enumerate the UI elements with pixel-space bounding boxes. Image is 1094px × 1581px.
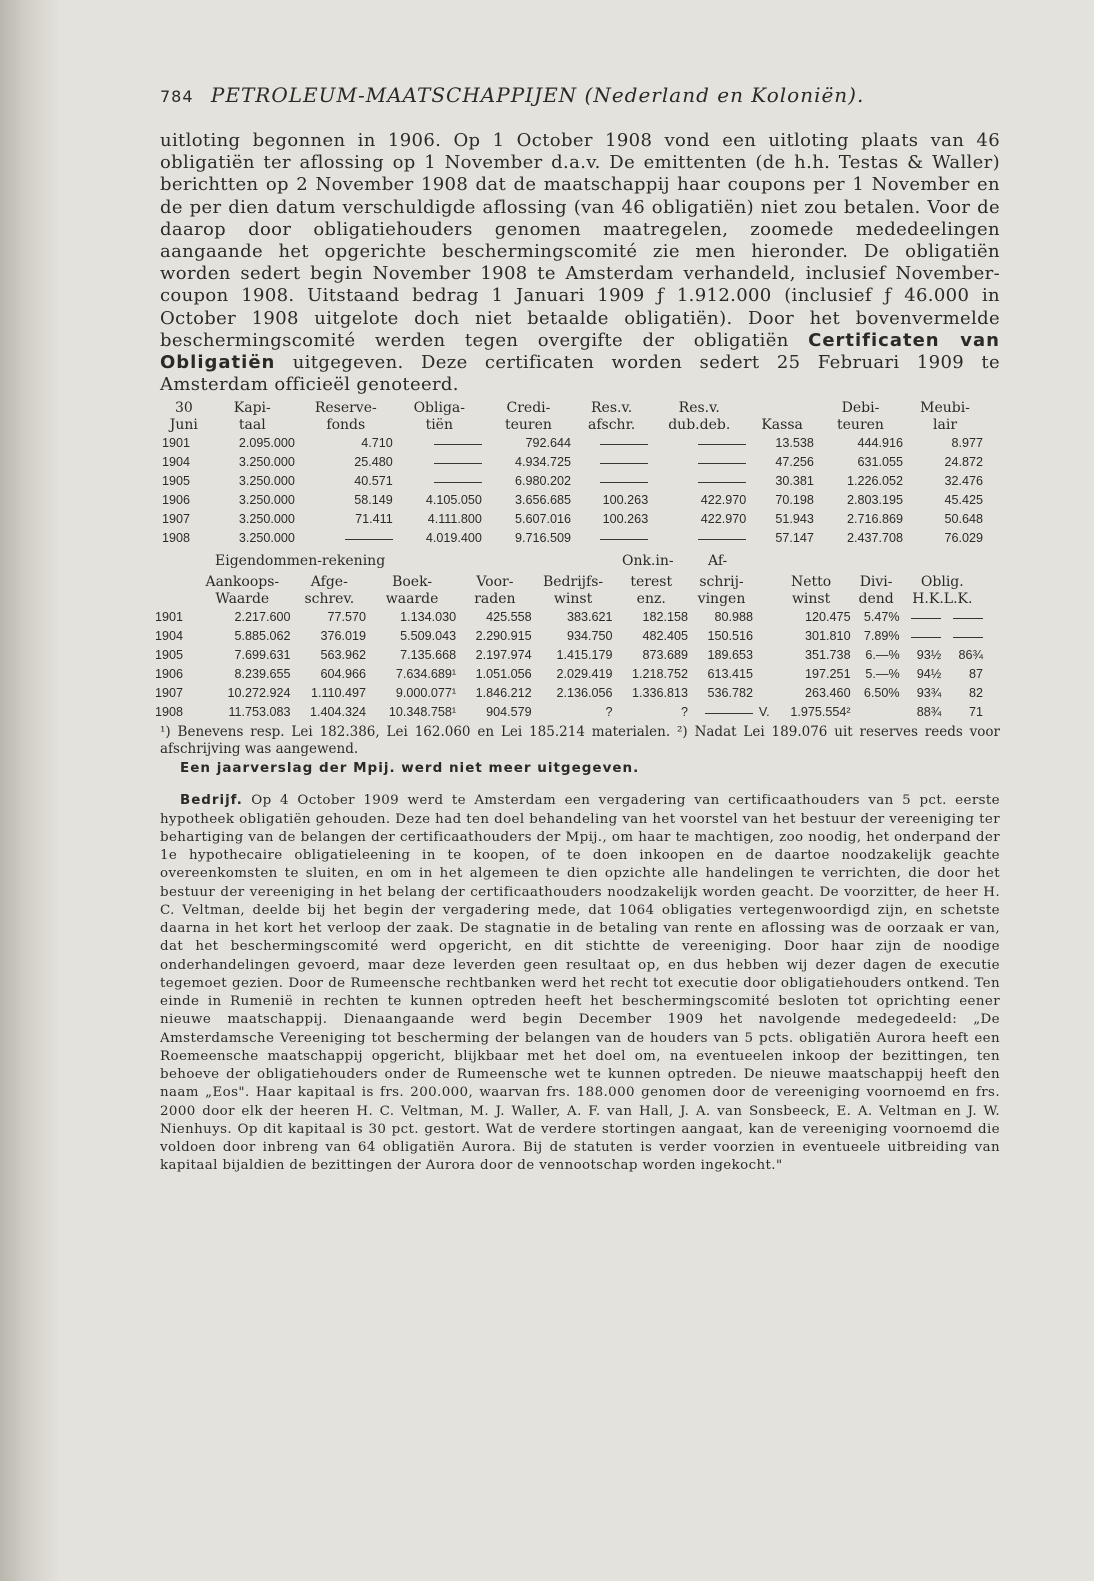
table-cell [754,627,771,646]
dash-mark [953,618,983,619]
table-row [160,510,985,529]
intro-text-b: uitgegeven. Deze certificaten worden sedert 25 Februari 1909 te Amsterdam officieël genoteerd. [160,352,1000,396]
row-year: 1906 [155,667,184,682]
table-cell: 631.055 [857,455,904,470]
column-header: Kapi- [233,400,271,417]
table-cell [901,608,943,627]
table-cell: 1.415.179 [556,648,613,663]
table-cell: 8.977 [951,436,983,451]
table-cell: 6.50% [863,686,900,701]
dash-mark [600,463,648,464]
column-header: lair [933,417,958,434]
table-cell: 904.579 [486,705,532,720]
table-cell: 2.716.869 [847,512,904,527]
table-cell: 6.—% [865,648,900,663]
table-cell: 2.136.056 [556,686,613,701]
body-lead: Bedrijf. [180,793,243,809]
table-cell [942,608,984,627]
table-row [160,434,985,453]
table-cell [754,684,771,703]
table-row [154,684,984,703]
table-cell: 93¾ [916,686,942,701]
table-cell: 87 [968,667,983,682]
dash-mark [698,539,746,540]
table-cell: ? [605,705,613,720]
table-cell: 76.029 [944,531,983,546]
table-cell: 8.239.655 [234,667,291,682]
table-cell: 93½ [916,648,942,663]
table-cell [754,608,771,627]
table-cell: 86¾ [958,648,983,663]
balance-table [160,400,985,548]
table-cell: 3.250.000 [238,531,295,546]
column-header: enz. [636,591,666,608]
column-header: Waarde [215,591,270,608]
table-cell: 1.404.324 [310,705,367,720]
table-cell: 613.415 [707,667,754,682]
table-cell: 51.943 [775,512,814,527]
column-header: winst [553,591,593,608]
table-row [154,703,984,722]
table-cell [754,646,771,665]
table-cell [650,453,748,472]
footnote: ¹) Benevens resp. Lei 182.386, Lei 162.060 en Lei 185.214 materialen. ²) Nadat Lei 189.076 uit reserves reeds voor afschrijving was aangewend. [160,724,1000,758]
table-cell: ? [680,705,688,720]
table-cell: 873.689 [642,648,688,663]
row-year: 1908 [162,531,191,546]
column-header: Debi- [841,400,880,417]
page-number: 784 [160,87,194,106]
column-header: Afge- [310,574,348,591]
table-cell [573,472,650,491]
dash-mark [434,444,482,445]
table-cell: 7.89% [863,629,900,644]
table-cell: 383.621 [566,610,613,625]
table-cell: 82 [968,686,983,701]
page-header [160,80,1000,110]
table-cell: V. [758,705,770,720]
table-cell [573,453,650,472]
table-row [154,646,984,665]
table-cell: 351.738 [805,648,851,663]
column-header: tiën [425,417,453,434]
table-cell: 4.934.725 [514,455,571,470]
table-row [154,608,984,627]
column-header: dend [858,591,894,608]
table-cell: 32.476 [944,474,983,489]
table-cell: 1.218.752 [631,667,688,682]
table-cell: 934.750 [566,629,613,644]
table-cell: 120.475 [805,610,851,625]
table-row [154,665,984,684]
table-cell: 9.000.077¹ [395,686,457,701]
table-cell: 4.111.800 [427,512,482,527]
table-cell: 3.250.000 [238,512,295,527]
column-header: raden [474,591,516,608]
dash-mark [434,482,482,483]
table-cell: 422.970 [700,512,747,527]
table-cell: 11.753.083 [228,705,291,720]
table-cell: 58.149 [354,493,393,508]
table-cell: 1.846.212 [475,686,532,701]
table-cell: 563.962 [320,648,367,663]
table-cell: 1.134.030 [400,610,457,625]
group-onk-in: Onk.in- [622,553,674,570]
table-cell: 263.460 [805,686,851,701]
column-header: Oblig. [920,574,964,591]
table-cell [942,627,984,646]
table-cell: 57.147 [775,531,814,546]
table-cell: 50.648 [944,512,983,527]
table-cell: 45.425 [944,493,983,508]
table-row [160,529,985,548]
table-cell: 189.653 [707,648,754,663]
column-header: H.K.L.K. [912,591,973,608]
column-header: winst [791,591,831,608]
column-header: Divi- [859,574,893,591]
dash-mark [600,444,648,445]
table-cell [395,453,484,472]
table-cell: 25.480 [354,455,393,470]
table-cell: 425.558 [486,610,532,625]
table-cell: 1.975.554² [790,705,851,720]
table-cell [573,434,650,453]
body-text: Op 4 October 1909 werd te Amsterdam een vergadering van certificaathouders van 5 pct. eerste hypotheek obligatiën gehouden. Deze had ten doel behandeling van het voorstel van het bestuur der vereeniging ter behartiging van de belangen der certificaathouders der Mpij., om haar te machtigen, zoo noodig, het onderpand der 1e hypothecaire obligatieleening in te koopen, of te doen inkoopen en de daartoe noodzakelijk geachte overeenkomsten te sluiten, en om in het algemeen te dien opzichte alle handelingen te verrichten, die door het bestuur der vereeniging in het belang der certificaathouders noodzakelijk worden geacht. De voorzitter, de heer H. C. Veltman, deelde bij het begin der vergadering mede, dat 1064 obligaties vertegenwoordigd zijn, en schetste daarna in het kort het verloop der zaak. De stagnatie in de betaling van rente en aflossing was de oorzaak er van, dat het beschermingscomité werd opgericht, en dit stichtte de vereeniging. Door haar zijn de noodige onderhandelingen gevoerd, maar deze leverden geen resultaat op, en dus hebben wij dezer dagen de executie tegemoet gezien. Door de Rumeensche rechtbanken werd het recht tot executie door obligatiehouders ontkend. Ten einde in Rumenië in rechten te kunnen optreden heeft het beschermingscomité besloten tot oprichting eener nieuwe maatschappij. Dienaangaande werd begin December 1909 het navolgende medegedeeld: „De Amsterdamsche Vereeniging tot bescherming der belangen van de houders van 5 pcts. obligatiën Aurora heeft een Roemeensche maatschappij opgericht, blijkbaar met het doel om, na eventueelen inkoop der bezittingen, ten behoeve der obligatiehouders onder de Rumeensche wet te kunnen optreden. De nieuwe maatschappij heeft den naam „Eos". Haar kapitaal is frs. 200.000, waarvan frs. 188.000 genomen door de vereeniging voornoemd en frs. 2000 door elk der heeren H. C. Veltman, M. J. Waller, A. F. van Hall, J. A. van Sonsbeeck, E. A. Veltman en J. W. Nienhuys. Op dit kapitaal is 30 pct. gestort. Wat de verdere stortingen aangaat, kan de vereeniging voornoemd die voldoen door inbreng van 64 obligatiën Aurora. Bij de statuten is verder voorzien in eventueele uitbreiding van kapitaal bijaldien de bezittingen der Aurora door de vennootschap worden ingekocht." [160,793,1000,1174]
table-cell: 10.272.924 [227,686,291,701]
column-header: Obliga- [413,400,465,417]
column-header: Aankoops- [205,574,280,591]
dash-mark [953,637,983,638]
table-cell: 182.158 [642,610,688,625]
column-header: Res.v. [591,400,633,417]
table-cell: 13.538 [775,436,814,451]
profit-table-group-header [160,552,1000,570]
annual-report-notice: Een jaarverslag der Mpij. werd niet meer uitgegeven. [180,760,640,777]
table-cell: 4.710 [361,436,393,451]
table-cell: 2.095.000 [238,436,295,451]
column-header: taal [238,417,266,434]
table-row [160,472,985,491]
column-header: Meubi- [920,400,970,417]
dash-mark [600,482,648,483]
table-cell: 301.810 [805,629,851,644]
table-cell: 7.699.631 [234,648,291,663]
column-header: schrev. [304,591,355,608]
column-header [154,591,193,608]
column-header: fonds [326,417,366,434]
table-cell: 7.634.689¹ [395,667,457,682]
table-cell: 5.—% [865,667,900,682]
column-header [748,400,816,417]
group-af: Af- [708,553,728,570]
table-cell [395,434,484,453]
column-header: Kassa [761,417,803,434]
table-cell: 150.516 [707,629,754,644]
dash-mark [345,539,393,540]
column-header: 30 [174,400,193,417]
table-cell [650,529,748,548]
table-cell [650,434,748,453]
group-eigendommen: Eigendommen-rekening [215,553,386,570]
row-year: 1904 [155,629,184,644]
table-cell: 197.251 [805,667,851,682]
column-header: Res.v. [678,400,720,417]
table-cell: 1.110.497 [310,686,367,701]
row-year: 1907 [155,686,184,701]
table-cell: 71 [968,705,983,720]
column-header: Reserve- [314,400,377,417]
dash-mark [911,618,941,619]
table-cell [297,529,395,548]
table-cell: 3.250.000 [238,493,295,508]
table-cell: 5.607.016 [514,512,571,527]
table-cell: 792.644 [525,436,571,451]
dash-mark [698,444,746,445]
dash-mark [698,482,746,483]
table-cell: 1.336.813 [631,686,688,701]
profit-table [154,574,984,722]
table-cell [689,703,754,722]
column-header: afschr. [588,417,636,434]
table-cell: 3.250.000 [238,455,295,470]
table-cell: 422.970 [700,493,747,508]
table-cell: 94½ [916,667,942,682]
dash-mark [705,713,753,714]
table-cell: 1.226.052 [847,474,904,489]
column-header: Juni [169,417,198,434]
table-cell: 70.198 [775,493,814,508]
column-header: vingen [697,591,746,608]
dash-mark [600,539,648,540]
table-cell: 30.381 [775,474,814,489]
table-cell: 5.47% [863,610,900,625]
table-row [160,453,985,472]
column-header: Boek- [392,574,433,591]
table-cell: 24.872 [944,455,983,470]
table-cell [573,529,650,548]
table-cell: 47.256 [775,455,814,470]
column-header: dub.deb. [668,417,731,434]
table-cell: 100.263 [602,493,649,508]
table-cell: 444.916 [857,436,904,451]
table-cell: 100.263 [602,512,649,527]
running-title: PETROLEUM-MAATSCHAPPIJEN [210,83,578,107]
table-cell: 9.716.509 [514,531,571,546]
table-row [160,491,985,510]
table-cell: 2.197.974 [475,648,532,663]
table-cell: 1.051.056 [475,667,532,682]
table-cell: 5.509.043 [400,629,457,644]
table-cell: 4.019.400 [425,531,482,546]
column-header: terest [630,574,673,591]
intro-text-a: uitloting begonnen in 1906. Op 1 October 1908 vond een uitloting plaats van 46 obligatiën ter aflossing op 1 November d.a.v. De emittenten (de h.h. Testas & Waller) berichtten op 2 November 1908 dat de maatschappij haar coupons per 1 November en de per dien datum verschuldigde aflossing (van 46 obligatiën) niet zou betalen. Voor de daarop door obligatiehouders genomen maatregelen, zoomede mededeelingen aangaande het opgerichte beschermingscomité zie men hieronder. De obligatiën worden sedert begin November 1908 te Amsterdam verhandeld, inclusief November-coupon 1908. Uitstaand bedrag 1 Januari 1909 ƒ 1.912.000 (inclusief ƒ 46.000 in October 1908 uitgelote doch niet betaalde obligatiën). Door het bovenvermelde beschermingscomité werden tegen overgifte der obligatiën [160,130,1000,351]
table-cell: 3.656.685 [514,493,571,508]
table-cell: 2.437.708 [847,531,904,546]
table-cell: 71.411 [355,512,393,527]
table-cell: 2.217.600 [234,610,291,625]
table-cell: 7.135.668 [400,648,457,663]
body-paragraph [160,792,1000,1175]
column-header [754,591,771,608]
row-year: 1905 [155,648,184,663]
row-year: 1907 [162,512,191,527]
column-header [154,574,193,591]
table-cell: 604.966 [320,667,367,682]
column-header: Netto [790,574,832,591]
table-cell [650,472,748,491]
row-year: 1901 [162,436,191,451]
table-cell: 2.029.419 [556,667,613,682]
column-header: Bedrijfs- [542,574,604,591]
table-cell [901,627,943,646]
table-cell: 10.348.758¹ [388,705,457,720]
table-cell: 3.250.000 [238,474,295,489]
table-cell: 6.980.202 [514,474,571,489]
table-cell: 88¾ [916,705,942,720]
table-cell: 482.405 [642,629,688,644]
table-row [154,627,984,646]
table-cell [852,703,901,722]
book-binding-shadow [0,0,60,1581]
running-subtitle: (Nederland en Koloniën). [584,83,865,107]
column-header: schrij- [699,574,744,591]
dash-mark [434,463,482,464]
table-cell: 536.782 [707,686,754,701]
intro-paragraph [160,130,1000,396]
document-page [155,80,1000,1176]
intro-bold-term: Certificaten van Obligatiën [160,329,1000,374]
column-header: teuren [504,417,552,434]
dash-mark [698,463,746,464]
column-header: teuren [837,417,884,434]
table-cell: 376.019 [320,629,367,644]
table-cell [754,665,771,684]
table-cell: 2.803.195 [847,493,904,508]
table-cell: 80.988 [714,610,754,625]
table-cell: 5.885.062 [234,629,291,644]
table-cell: 2.290.915 [475,629,532,644]
table-cell [395,472,484,491]
table-cell: 77.570 [327,610,367,625]
column-header: Credi- [506,400,551,417]
table-cell: 4.105.050 [425,493,482,508]
dash-mark [911,637,941,638]
table-cell: 40.571 [354,474,393,489]
column-header: Voor- [476,574,514,591]
row-year: 1901 [155,610,184,625]
column-header: waarde [385,591,439,608]
row-year: 1904 [162,455,191,470]
column-header [754,574,771,591]
row-year: 1905 [162,474,191,489]
row-year: 1906 [162,493,191,508]
row-year: 1908 [155,705,184,720]
